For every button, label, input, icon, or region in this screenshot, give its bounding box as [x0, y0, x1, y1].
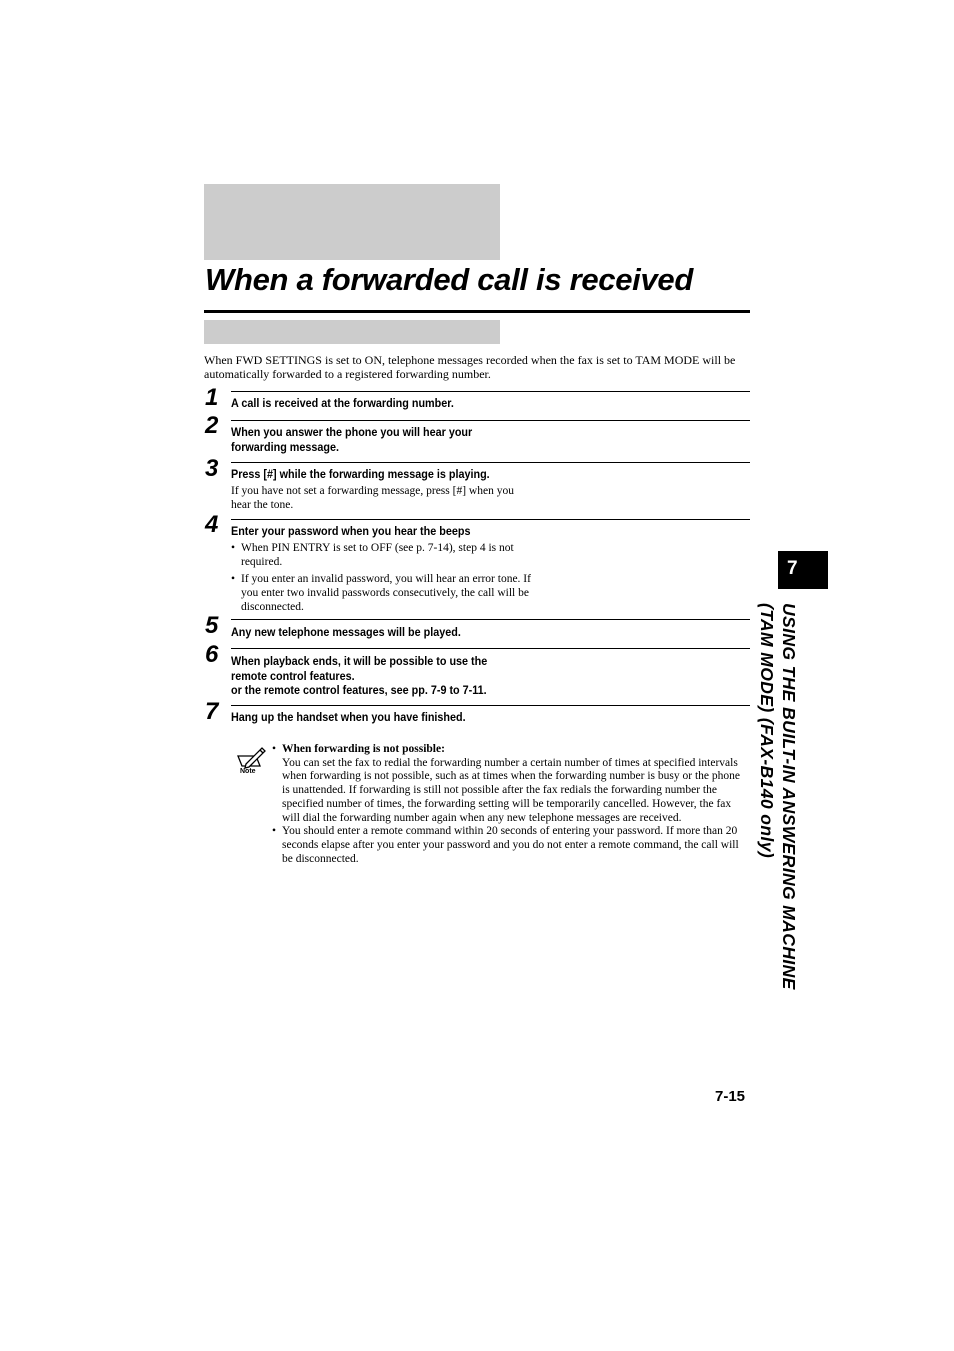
step-bullet	[231, 541, 531, 569]
note-item-text: You can set the fax to redial the forwarding number a certain number of times at specified intervals when forwarding is not possible, such as at times when the forwarding number is busy or the phone is unattended. If forwarding is still not possible after the fax redials the forwarding number the specified number of times, the forwarding setting will be temporarily cancelled. However, the fax will dial the forwarding number again when any new telephone messages are received.	[282, 756, 740, 824]
bullet-dot: •	[272, 825, 277, 838]
step-divider	[231, 619, 750, 620]
step-divider	[231, 420, 750, 421]
step-heading	[231, 654, 487, 698]
step-heading-line: forwarding message.	[231, 439, 340, 454]
step-heading: A call is received at the forwarding number.	[231, 396, 454, 410]
chapter-side-title	[752, 603, 800, 1033]
step-number: 1	[205, 384, 219, 411]
step-heading-line: When playback ends, it will be possible to use the	[231, 654, 488, 668]
bullet-dot: •	[231, 573, 236, 585]
step-divider	[231, 705, 750, 706]
step-heading	[231, 425, 472, 454]
step-number: 3	[205, 455, 219, 482]
chapter-tab: 7	[778, 551, 828, 589]
step-divider	[231, 462, 750, 463]
step-divider	[231, 391, 750, 392]
side-title-line: (TAM MODE) (FAX-B140 only)	[757, 603, 777, 859]
step-heading: Press [#] while the forwarding message is playing.	[231, 467, 490, 481]
step-number: 6	[205, 641, 219, 668]
header-gray-block	[204, 184, 500, 260]
step-heading: Any new telephone messages will be played.	[231, 625, 461, 639]
step-number: 5	[205, 612, 219, 639]
note-list	[272, 743, 750, 866]
note-item	[272, 825, 750, 866]
bullet-text: If you enter an invalid password, you will hear an error tone. If you enter two invalid passwords consecutively, the call will be disconnected.	[241, 573, 531, 613]
step-heading-line: remote control features.	[231, 668, 355, 683]
step-number: 4	[205, 511, 219, 538]
intro-paragraph: When FWD SETTINGS is set to ON, telephone messages recorded when the fax is set to TAM MODE will be automatically forwarded to a registered forwarding number.	[204, 353, 736, 381]
step-number: 2	[205, 412, 219, 439]
side-title-line: USING THE BUILT-IN ANSWERING MACHINE	[779, 603, 799, 990]
note-item	[272, 743, 750, 825]
page-number: 7-15	[715, 1088, 746, 1105]
title-rule	[204, 310, 750, 313]
step-heading: Hang up the handset when you have finished.	[231, 710, 466, 724]
chapter-side-title-text	[756, 603, 800, 990]
note-item-title: When forwarding is not possible:	[282, 743, 445, 755]
step-heading-line: or the remote control features, see pp. 7-9 to 7-11.	[231, 683, 487, 697]
step-heading-line: When you answer the phone you will hear your	[231, 425, 473, 439]
note-label: Note	[240, 768, 256, 775]
step-heading: Enter your password when you hear the beeps	[231, 524, 471, 538]
step-bullet	[231, 572, 531, 614]
step-divider	[231, 648, 750, 649]
step-number: 7	[205, 698, 219, 725]
subheader-gray-block	[204, 320, 500, 344]
step-divider	[231, 519, 750, 520]
page-title: When a forwarded call is received	[205, 262, 694, 297]
step-body: If you have not set a forwarding message, press [#] when you hear the tone.	[231, 485, 514, 511]
bullet-text: When PIN ENTRY is set to OFF (see p. 7-14), step 4 is not required.	[241, 542, 514, 568]
bullet-dot: •	[231, 542, 236, 554]
bullet-dot: •	[272, 743, 277, 755]
note-item-text: You should enter a remote command within 20 seconds of entering your password. If more than 20 seconds elapse after you enter your password and you do not enter a remote command, the call will be disconnected.	[282, 825, 739, 865]
